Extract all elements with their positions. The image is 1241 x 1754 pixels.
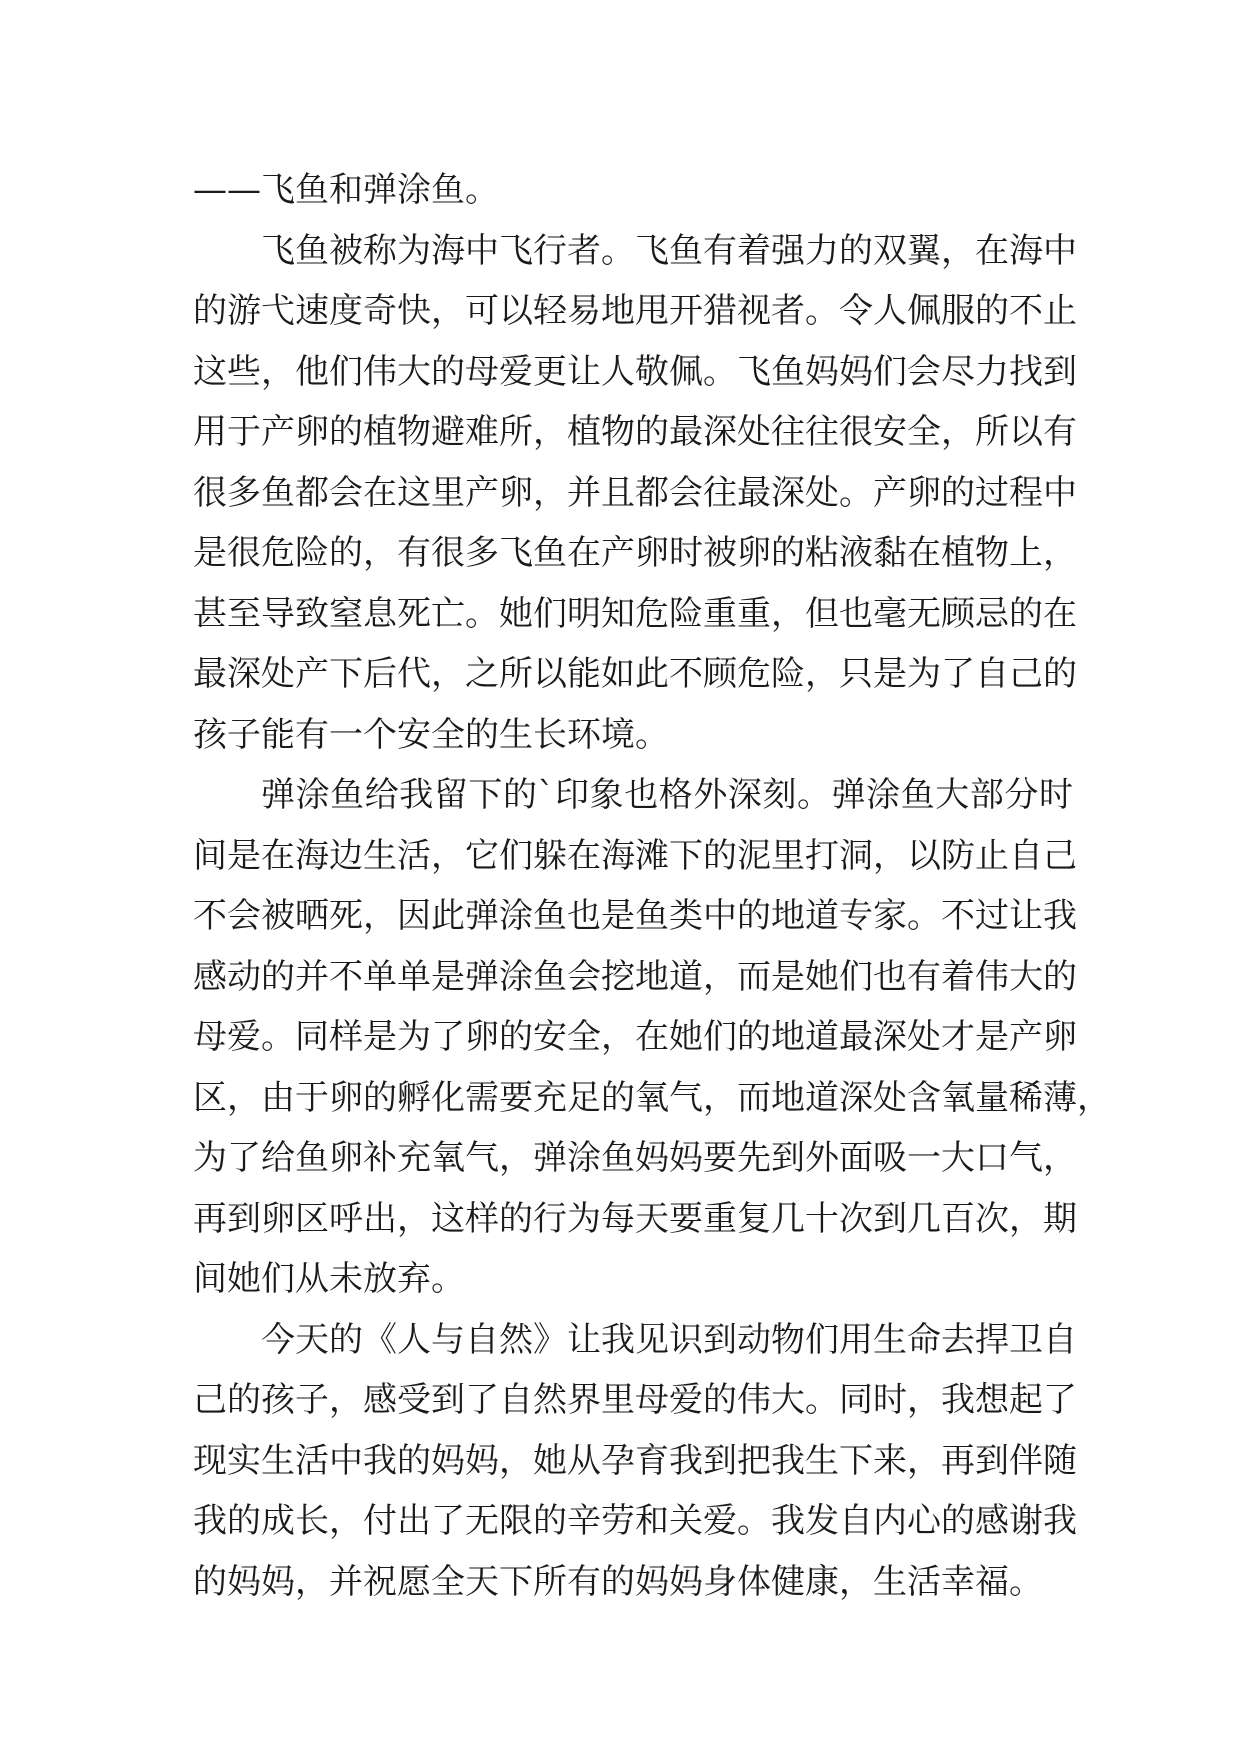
body-text — [193, 160, 1111, 1612]
text-line: ——飞鱼和弹涂鱼。 — [193, 170, 499, 210]
text-line: 不会被晒死，因此弹涂鱼也是鱼类中的地道专家。不过让我 — [193, 896, 1077, 936]
text-line: 的游弋速度奇快，可以轻易地甩开猎视者。令人佩服的不止 — [193, 291, 1077, 331]
text-line: 用于产卵的植物避难所，植物的最深处往往很安全，所以有 — [193, 412, 1077, 452]
text-line: 己的孩子，感受到了自然界里母爱的伟大。同时，我想起了 — [193, 1380, 1077, 1420]
text-line: 现实生活中我的妈妈，她从孕育我到把我生下来，再到伴随 — [193, 1440, 1077, 1481]
paragraph-first-line: 飞鱼被称为海中飞行者。飞鱼有着强力的双翼，在海中 — [261, 230, 1077, 271]
paragraph-first-line: 弹涂鱼给我留下的`印象也格外深刻。弹涂鱼大部分时 — [261, 775, 1073, 815]
paragraph-first-line: 今天的《人与自然》让我见识到动物们用生命去捍卫自 — [261, 1319, 1077, 1360]
text-line: 再到卵区呼出，这样的行为每天要重复几十次到几百次，期 — [193, 1198, 1077, 1239]
text-line: 间她们从未放弃。 — [193, 1259, 465, 1299]
text-line: 是很危险的，有很多飞鱼在产卵时被卵的粘液黏在植物上， — [193, 533, 1077, 573]
text-line: 感动的并不单单是弹涂鱼会挖地道，而是她们也有着伟大的 — [193, 956, 1077, 997]
text-line: 甚至导致窒息死亡。她们明知危险重重，但也毫无顾忌的在 — [193, 593, 1077, 634]
text-line: 区，由于卵的孵化需要充足的氧气，而地道深处含氧量稀薄， — [193, 1077, 1111, 1118]
text-line: 的妈妈，并祝愿全天下所有的妈妈身体健康，生活幸福。 — [193, 1561, 1043, 1602]
text-line: 间是在海边生活，它们躲在海滩下的泥里打洞，以防止自己 — [193, 835, 1077, 876]
text-line: 母爱。同样是为了卵的安全，在她们的地道最深处才是产卵 — [193, 1017, 1077, 1057]
text-line: 很多鱼都会在这里产卵，并且都会往最深处。产卵的过程中 — [193, 472, 1077, 513]
text-line: 我的成长，付出了无限的辛劳和关爱。我发自内心的感谢我 — [193, 1501, 1077, 1541]
text-line: 孩子能有一个安全的生长环境。 — [193, 714, 669, 755]
text-line: 这些，他们伟大的母爱更让人敬佩。飞鱼妈妈们会尽力找到 — [193, 351, 1077, 392]
text-line: 为了给鱼卵补充氧气，弹涂鱼妈妈要先到外面吸一大口气， — [193, 1138, 1077, 1178]
text-line: 最深处产下后代，之所以能如此不顾危险，只是为了自己的 — [193, 654, 1077, 694]
